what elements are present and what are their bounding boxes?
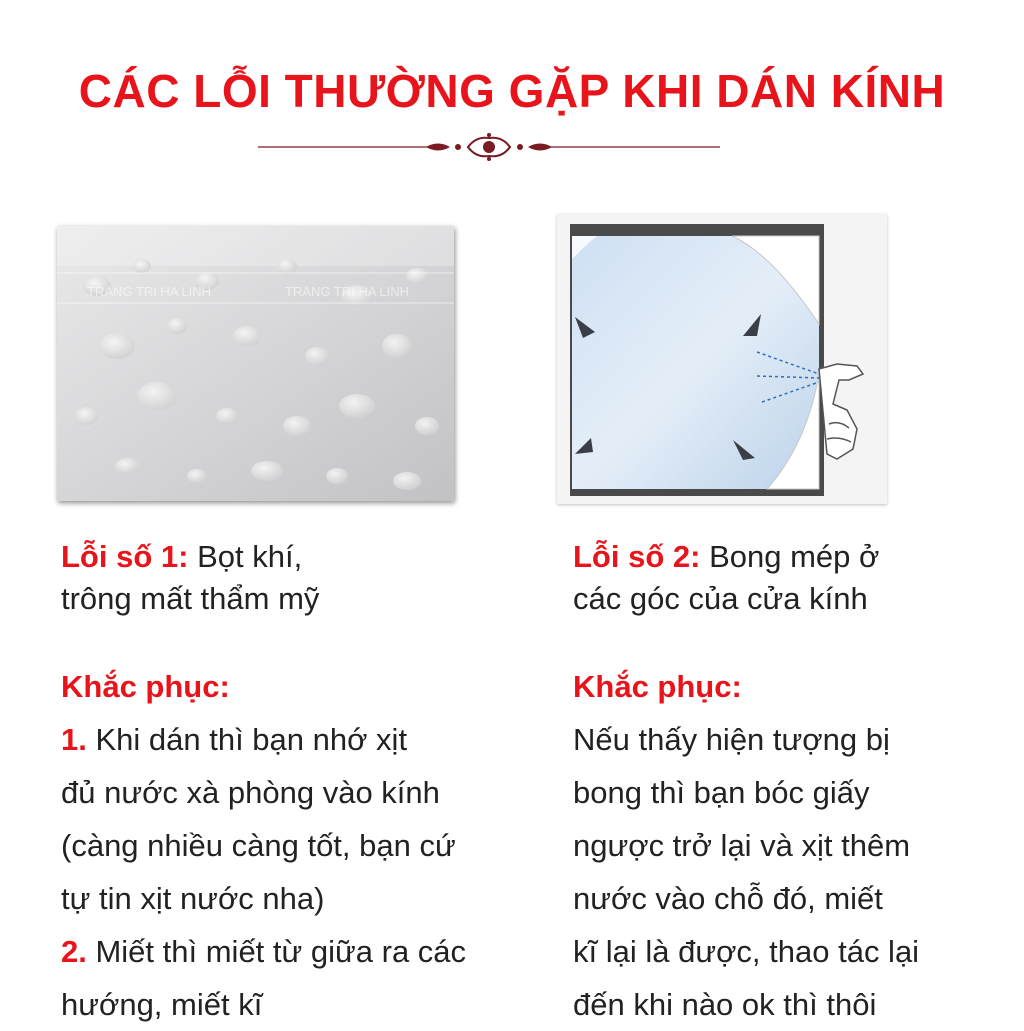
fix-2-text: nước vào chỗ đó, miết — [573, 881, 883, 916]
ornament-divider — [258, 132, 720, 162]
fix-2-heading: Khắc phục: — [573, 669, 742, 704]
fix-2-text: kĩ lại là được, thao tác lại — [573, 934, 920, 969]
error-2-label: Lỗi số 2: — [573, 539, 701, 574]
watermark-text: TRANG TRI HA LINH — [285, 284, 410, 299]
error-1-label: Lỗi số 1: — [61, 539, 189, 574]
fix-1-step-1-text: đủ nước xà phòng vào kính — [61, 775, 440, 810]
fix-1-section — [61, 660, 466, 1031]
watermark-text: TRANG TRI HA LINH — [87, 284, 212, 299]
error-1-text: Bọt khí, — [188, 539, 303, 574]
fix-1-step-2-text: Miết thì miết từ giữa ra các — [86, 934, 467, 969]
fix-2-section — [573, 660, 919, 1031]
error-2-description — [573, 536, 879, 620]
fix-2-text: bong thì bạn bóc giấy — [573, 775, 870, 810]
fix-1-step-1-text: tự tin xịt nước nha) — [61, 881, 325, 916]
fix-2-text: đến khi nào ok thì thôi — [573, 987, 877, 1022]
page-title: CÁC LỖI THƯỜNG GẶP KHI DÁN KÍNH — [78, 65, 946, 117]
fix-1-step-2-number: 2. — [61, 934, 87, 969]
peeling-edge-photo — [557, 214, 887, 504]
fix-2-text: Nếu thấy hiện tượng bị — [573, 722, 890, 757]
fix-2-text: ngược trở lại và xịt thêm — [573, 828, 911, 863]
error-2-text-line2: các góc của cửa kính — [573, 581, 868, 616]
fix-1-step-1-text: (càng nhiều càng tốt, bạn cứ — [61, 828, 456, 863]
air-bubbles-photo — [57, 226, 454, 501]
fix-1-heading: Khắc phục: — [61, 669, 230, 704]
fix-1-step-2-text: hướng, miết kĩ — [61, 987, 263, 1022]
error-1-text-line2: trông mất thẩm mỹ — [61, 581, 320, 616]
error-1-description — [61, 536, 319, 620]
fix-1-step-1-text: Khi dán thì bạn nhớ xịt — [86, 722, 408, 757]
error-2-text: Bong mép ở — [700, 539, 880, 574]
fix-1-step-1-number: 1. — [61, 722, 87, 757]
